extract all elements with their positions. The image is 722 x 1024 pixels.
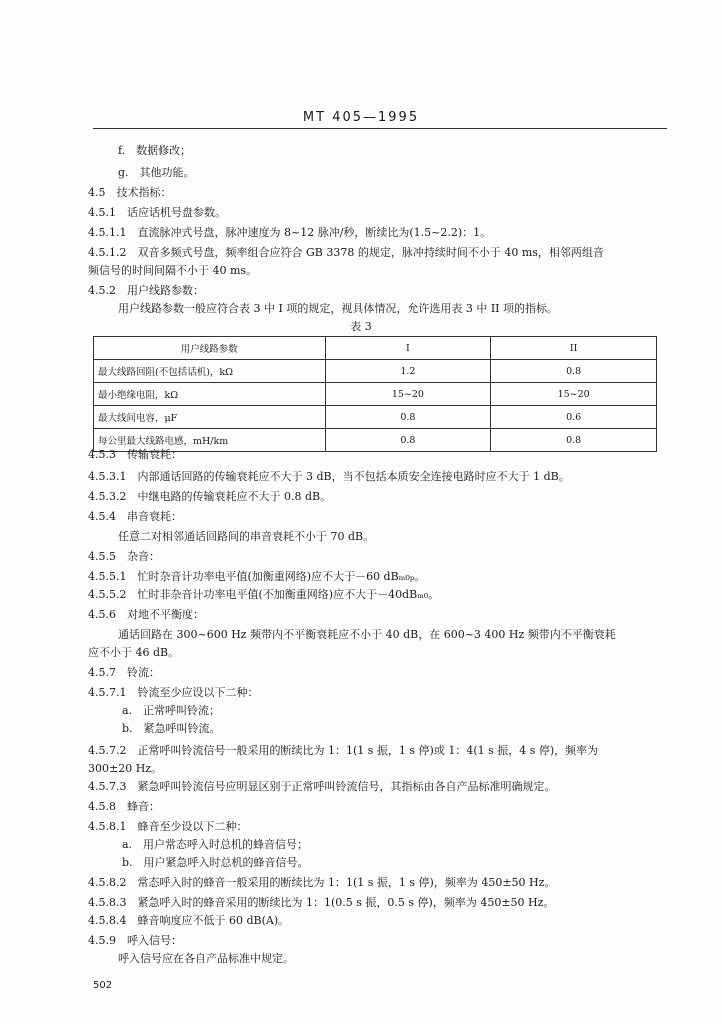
table-header-cell: II [491, 337, 657, 360]
table-cell: 0.6 [491, 406, 657, 429]
table-row [94, 360, 657, 383]
section-4-5-7-1: 4.5.7.1 铃流至少应设以下二种： [88, 686, 259, 699]
section-4-5-7-2: 4.5.7.2 正常呼叫铃流信号一般采用的断续比为 1：1(1 s 振，1 s 停)或 1：4(1 s 振，4 s 停)，频率为 [88, 744, 599, 757]
section-4-5-7-2-cont: 300±20 Hz。 [88, 762, 163, 775]
table-header-cell: 用户线路参数 [94, 337, 326, 360]
table-cell: 最小绝缘电阻，kΩ [94, 383, 326, 406]
section-4-5-1-2: 4.5.1.2 双音多频式号盘，频率组合应符合 GB 3378 的规定，脉冲持续时间不小于 40 ms，相邻两组音 [88, 246, 604, 259]
section-4-5-6: 4.5.6 对地不平衡度： [88, 608, 204, 621]
section-4-5-8-4: 4.5.8.4 蜂音响度应不低于 60 dB(A)。 [88, 914, 290, 927]
table-cell: 1.2 [325, 360, 491, 383]
section-4-5-8-3: 4.5.8.3 紧急呼入时的蜂音采用的断续比为 1：1(0.5 s 振，0.5 s 停)，频率为 450±50 Hz。 [88, 896, 555, 909]
item-b-ringing: b. 紧急呼叫铃流。 [122, 722, 221, 735]
section-4-5-3-1: 4.5.3.1 内部通话回路的传输衰耗应不大于 3 dB，当不包括本质安全连接电路时应不大于 1 dB。 [88, 470, 570, 483]
section-4-5: 4.5 技术指标： [88, 186, 172, 199]
section-4-5-3: 4.5.3 传输衰耗： [88, 448, 182, 461]
table-cell: 0.8 [325, 429, 491, 452]
section-4-5-5-2: 4.5.5.2 忙时非杂音计功率电平值(不加衡重网络)应不大于－40dBₘ₀。 [88, 588, 440, 601]
section-4-5-5-1: 4.5.5.1 忙时杂音计功率电平值(加衡重网络)应不大于－60 dBₘ₀ₚ。 [88, 570, 426, 583]
table-cell: 0.8 [491, 429, 657, 452]
user-line-parameters-table [93, 336, 657, 452]
table-caption: 表 3 [350, 320, 372, 333]
section-4-5-2: 4.5.2 用户线路参数： [88, 284, 204, 297]
section-4-5-7: 4.5.7 铃流： [88, 666, 160, 679]
section-4-5-8-2: 4.5.8.2 常态呼入时的蜂音一般采用的断续比为 1：1(1 s 振，1 s 停)，频率为 450±50 Hz。 [88, 876, 556, 889]
section-4-5-9-body: 呼入信号应在各自产品标准中规定。 [118, 952, 294, 965]
section-4-5-6-body: 通话回路在 300~600 Hz 频带内不平衡衰耗应不小于 40 dB，在 600~3 400 Hz 频带内不平衡衰耗 [118, 628, 616, 641]
item-a-buzz: a. 用户常态呼入时总机的蜂音信号； [122, 838, 309, 851]
table-cell: 最大线路回阻(不包括话机)，kΩ [94, 360, 326, 383]
section-4-5-1-1: 4.5.1.1 直流脉冲式号盘，脉冲速度为 8~12 脉冲/秒，断续比为(1.5~2.2)：1。 [88, 226, 492, 239]
document-header: MT 405—1995 [302, 110, 420, 125]
table-cell: 0.8 [325, 406, 491, 429]
section-4-5-7-3: 4.5.7.3 紧急呼叫铃流信号应明显区别于正常呼叫铃流信号，其指标由各自产品标准明确规定。 [88, 780, 556, 793]
section-4-5-4: 4.5.4 串音衰耗： [88, 510, 182, 523]
item-a-ringing: a. 正常呼叫铃流； [122, 704, 221, 717]
table-header-cell: I [325, 337, 491, 360]
section-4-5-5: 4.5.5 杂音： [88, 550, 160, 563]
table-cell: 每公里最大线路电感，mH/km [94, 429, 326, 452]
section-4-5-8: 4.5.8 蜂音： [88, 800, 160, 813]
section-4-5-3-2: 4.5.3.2 中继电路的传输衰耗应不大于 0.8 dB。 [88, 490, 332, 503]
header-rule [93, 128, 667, 129]
section-4-5-1-2-cont: 频信号的时间间隔不小于 40 ms。 [88, 264, 258, 277]
item-b-buzz: b. 用户紧急呼入时总机的蜂音信号。 [122, 856, 309, 869]
table-row [94, 383, 657, 406]
section-4-5-1: 4.5.1 话应话机号盘参数。 [88, 206, 226, 219]
table-header-row [94, 337, 657, 360]
table-row [94, 406, 657, 429]
table-cell: 15~20 [325, 383, 491, 406]
item-f: f. 数据修改； [118, 144, 192, 157]
table-cell: 0.8 [491, 360, 657, 383]
section-4-5-4-body: 任意二对相邻通话回路间的串音衰耗不小于 70 dB。 [118, 530, 375, 543]
table-intro: 用户线路参数一般应符合表 3 中 I 项的规定，视具体情况，允许选用表 3 中 II 项的指标。 [118, 302, 559, 315]
table-cell: 最大线间电容，μF [94, 406, 326, 429]
section-4-5-8-1: 4.5.8.1 蜂音至少设以下二种： [88, 820, 248, 833]
table-cell: 15~20 [491, 383, 657, 406]
section-4-5-6-body-cont: 应不小于 46 dB。 [88, 646, 180, 659]
page-number: 502 [93, 980, 113, 991]
section-4-5-9: 4.5.9 呼入信号： [88, 934, 182, 947]
item-g: g. 其他功能。 [118, 166, 195, 179]
